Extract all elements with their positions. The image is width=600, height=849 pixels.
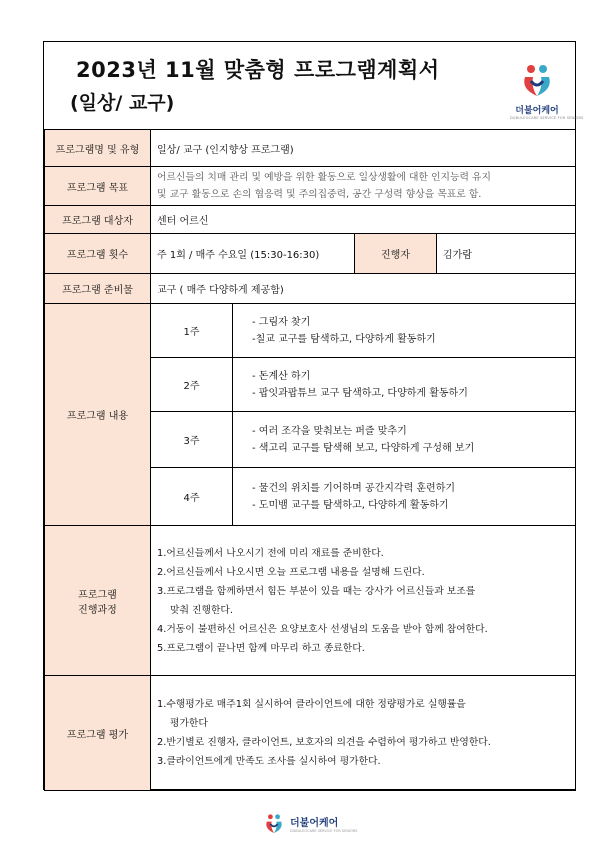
program-process-label: [45, 526, 151, 676]
process-step: 1.어르신들께서 나오시기 전에 미리 재료를 준비한다.: [157, 547, 384, 559]
logo-tagline: DUBULEOCARE SERVICE FOR SENIORS: [510, 116, 584, 120]
document-header: [44, 42, 584, 130]
program-name-value: 일상/ 교구 (인지향상 프로그램): [151, 130, 576, 167]
process-step: 2.어르신들께서 나오시면 오늘 프로그램 내용을 설명해 드린다.: [157, 566, 425, 578]
process-step: 맞춰 진행한다.: [170, 604, 234, 616]
program-process-value: [151, 526, 576, 676]
activity-line: - 그림자 찾기: [252, 316, 311, 328]
program-goal-value: [151, 167, 576, 206]
program-leader-value: 김가람: [437, 234, 576, 274]
activity-line: -칠교 교구를 탐색하고, 다양하게 활동하기: [252, 333, 436, 345]
company-logo: [510, 63, 584, 120]
row-program-evaluation: [45, 676, 576, 791]
program-materials-label: 프로그램 준비물: [45, 274, 151, 304]
activity-line: - 물건의 위치를 기어하며 공간지각력 훈련하기: [252, 482, 456, 494]
week-label: 3주: [151, 412, 233, 468]
row-program-process: [45, 526, 576, 676]
row-program-target: [45, 206, 576, 234]
logo-people-icon: [517, 63, 557, 99]
program-target-label: 프로그램 대상자: [45, 206, 151, 234]
evaluation-line: 1.수행평가로 매주1회 실시하여 클라이언트에 대한 정량평가로 실행률을: [157, 699, 466, 710]
week-activities: [233, 468, 576, 526]
week-activities: [233, 412, 576, 468]
footer-logo-text: 더불어케어: [290, 818, 339, 829]
row-program-frequency: [45, 234, 576, 274]
plan-table: [44, 129, 576, 791]
program-leader-label: 진행자: [355, 234, 437, 274]
week-label: 2주: [151, 358, 233, 412]
process-step: 3.프로그램을 함께하면서 힘든 부분이 있을 때는 강사가 어르신들과 보조를: [157, 585, 476, 597]
row-program-materials: [45, 274, 576, 304]
week-activities: [233, 304, 576, 358]
program-frequency-label: 프로그램 횟수: [45, 234, 151, 274]
program-frequency-value: 주 1회 / 매주 수요일 (15:30-16:30): [151, 234, 355, 274]
logo-text: 더불어케어: [515, 106, 559, 116]
evaluation-line: 평가한다: [170, 718, 208, 729]
activity-line: - 팝잇과팝튜브 교구 탐색하고, 다양하게 활동하기: [252, 387, 468, 399]
activity-line: - 여러 조각을 맞춰보는 퍼즐 맞추기: [252, 425, 407, 437]
week-activities: [233, 358, 576, 412]
process-step: 5.프로그램이 끝나면 함께 마무리 하고 종료한다.: [157, 642, 365, 654]
process-label-line: 진행과정: [78, 604, 117, 616]
program-target-value: 센터 어르신: [151, 206, 576, 234]
row-program-goal: [45, 167, 576, 206]
week-label: 4주: [151, 468, 233, 526]
activity-line: - 돈계산 하기: [252, 370, 311, 382]
program-content-label: 프로그램 내용: [45, 304, 151, 526]
program-goal-label: 프로그램 목표: [45, 167, 151, 206]
program-name-label: 프로그램명 및 유형: [45, 130, 151, 167]
process-step: 4.거동이 불편하신 어르신은 요양보호사 선생님의 도움을 받아 함께 참여한다.: [157, 623, 488, 635]
program-materials-value: 교구 ( 매주 다양하게 제공함): [151, 274, 576, 304]
plan-document: [43, 41, 584, 790]
document-title: 2023년 11월 맞춤형 프로그램계획서: [76, 58, 440, 82]
goal-line: 및 교구 활동으로 손의 협응력 및 주의집중력, 공간 구성력 향상을 목표로 함.: [157, 189, 482, 200]
process-label-line: 프로그램: [78, 589, 117, 601]
footer-logo-people-icon: [262, 812, 286, 836]
program-evaluation-value: [151, 676, 576, 791]
row-program-name: [45, 130, 576, 167]
program-evaluation-label: 프로그램 평가: [45, 676, 151, 791]
evaluation-line: 2.반기별로 진행자, 클라이언트, 보호자의 의견을 수렴하여 평가하고 반영한다.: [157, 737, 491, 748]
week-label: 1주: [151, 304, 233, 358]
activity-line: - 도미뱀 교구를 탐색하고, 다양하게 활동하기: [252, 499, 449, 511]
row-week-1: [45, 304, 576, 358]
goal-line: 어르신들의 치매 관리 및 예방을 위한 활동으로 일상생활에 대한 인지능력 유지: [157, 172, 491, 183]
footer-logo-tagline: DUBULEOCARE SERVICE FOR SENIORS: [290, 829, 358, 833]
evaluation-line: 3.클라이언트에게 만족도 조사를 실시하여 평가한다.: [157, 756, 381, 767]
activity-line: - 색고리 교구를 탐색해 보고, 다양하게 구성해 보기: [252, 442, 475, 454]
document-subtitle: (일상/ 교구): [70, 92, 175, 114]
